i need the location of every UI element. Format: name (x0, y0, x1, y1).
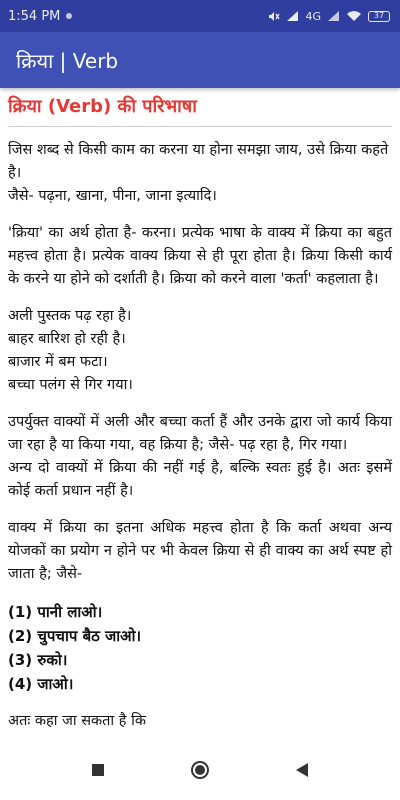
example-sentence: अली पुस्तक पढ़ रहा है। (8, 308, 132, 324)
bold-example: (2) चुपचाप बैठ जाओ। (8, 627, 142, 645)
notification-dot-icon (66, 13, 72, 19)
explanation-text: उपर्युक्त वाक्यों में अली और बच्चा कर्ता हैं और उनके द्वारा जो कार्य किया जा रहा है या किया गया, वह क्रिया है; जैसे- पढ़ रहा है, गिर गया। (8, 414, 392, 453)
home-icon (190, 760, 210, 780)
explanation-text: अन्य दो वाक्यों में क्रिया की नहीं गई है, बल्कि स्वतः हुई है। अतः इसमें कोई कर्ता प्रधान नहीं है। (8, 460, 392, 499)
meaning-paragraph: 'क्रिया' का अर्थ होता है- करना। प्रत्येक भाषा के वाक्य में क्रिया का बहुत महत्त्व होता है। प्रत्येक वाक्य क्रिया से ही पूरा होता है। क्रिया किसी कार्य के करने या होने को दर्शाती है। क्रिया को करने वाला 'कर्ता' कहलाता है। (8, 225, 392, 287)
back-button[interactable] (290, 758, 314, 782)
definition-example: जैसे- पढ़ना, खाना, पीना, जाना इत्यादि। (8, 188, 217, 204)
explanation-paragraph (8, 411, 392, 503)
status-right (267, 10, 390, 23)
navigation-bar (0, 740, 400, 800)
bold-example: (3) रुको। (8, 651, 68, 669)
app-title: क्रिया | Verb (16, 48, 119, 73)
example-sentence: बाहर बारिश हो रही है। (8, 331, 126, 347)
mute-icon (267, 10, 280, 23)
article-content[interactable] (0, 88, 400, 740)
status-bar (0, 0, 400, 32)
app-bar (0, 32, 400, 88)
bold-example: (1) पानी लाओ। (8, 603, 103, 621)
examples-list (8, 305, 392, 397)
status-left (8, 9, 72, 24)
definition-paragraph (8, 139, 392, 208)
bold-example: (4) जाओ। (8, 675, 74, 693)
battery-icon: 37 (368, 11, 390, 22)
example-sentence: बच्चा पलंग से गिर गया। (8, 377, 133, 393)
bold-examples-list (8, 600, 392, 696)
status-time: 1:54 PM (8, 8, 61, 24)
example-sentence: बाजार में बम फटा। (8, 354, 108, 370)
home-button[interactable] (188, 758, 212, 782)
signal-icon (286, 10, 299, 22)
wifi-icon (346, 10, 362, 22)
importance-paragraph: वाक्य में क्रिया का इतना अधिक महत्त्व होता है कि कर्ता अथवा अन्य योजकों का प्रयोग न होने पर भी केवल क्रिया से ही वाक्य का अर्थ स्पष्ट हो जाता है; जैसे- (8, 520, 392, 582)
recent-apps-icon (91, 763, 105, 777)
article-heading: क्रिया (Verb) की परिभाषा (8, 94, 392, 127)
network-type: 4G (305, 9, 321, 23)
recent-apps-button[interactable] (86, 758, 110, 782)
conclusion-paragraph: अतः कहा जा सकता है कि (8, 713, 146, 729)
definition-text: जिस शब्द से किसी काम का करना या होना समझा जाय, उसे क्रिया कहते है। (8, 142, 389, 181)
back-icon (295, 762, 309, 778)
signal-2-icon (327, 10, 340, 22)
